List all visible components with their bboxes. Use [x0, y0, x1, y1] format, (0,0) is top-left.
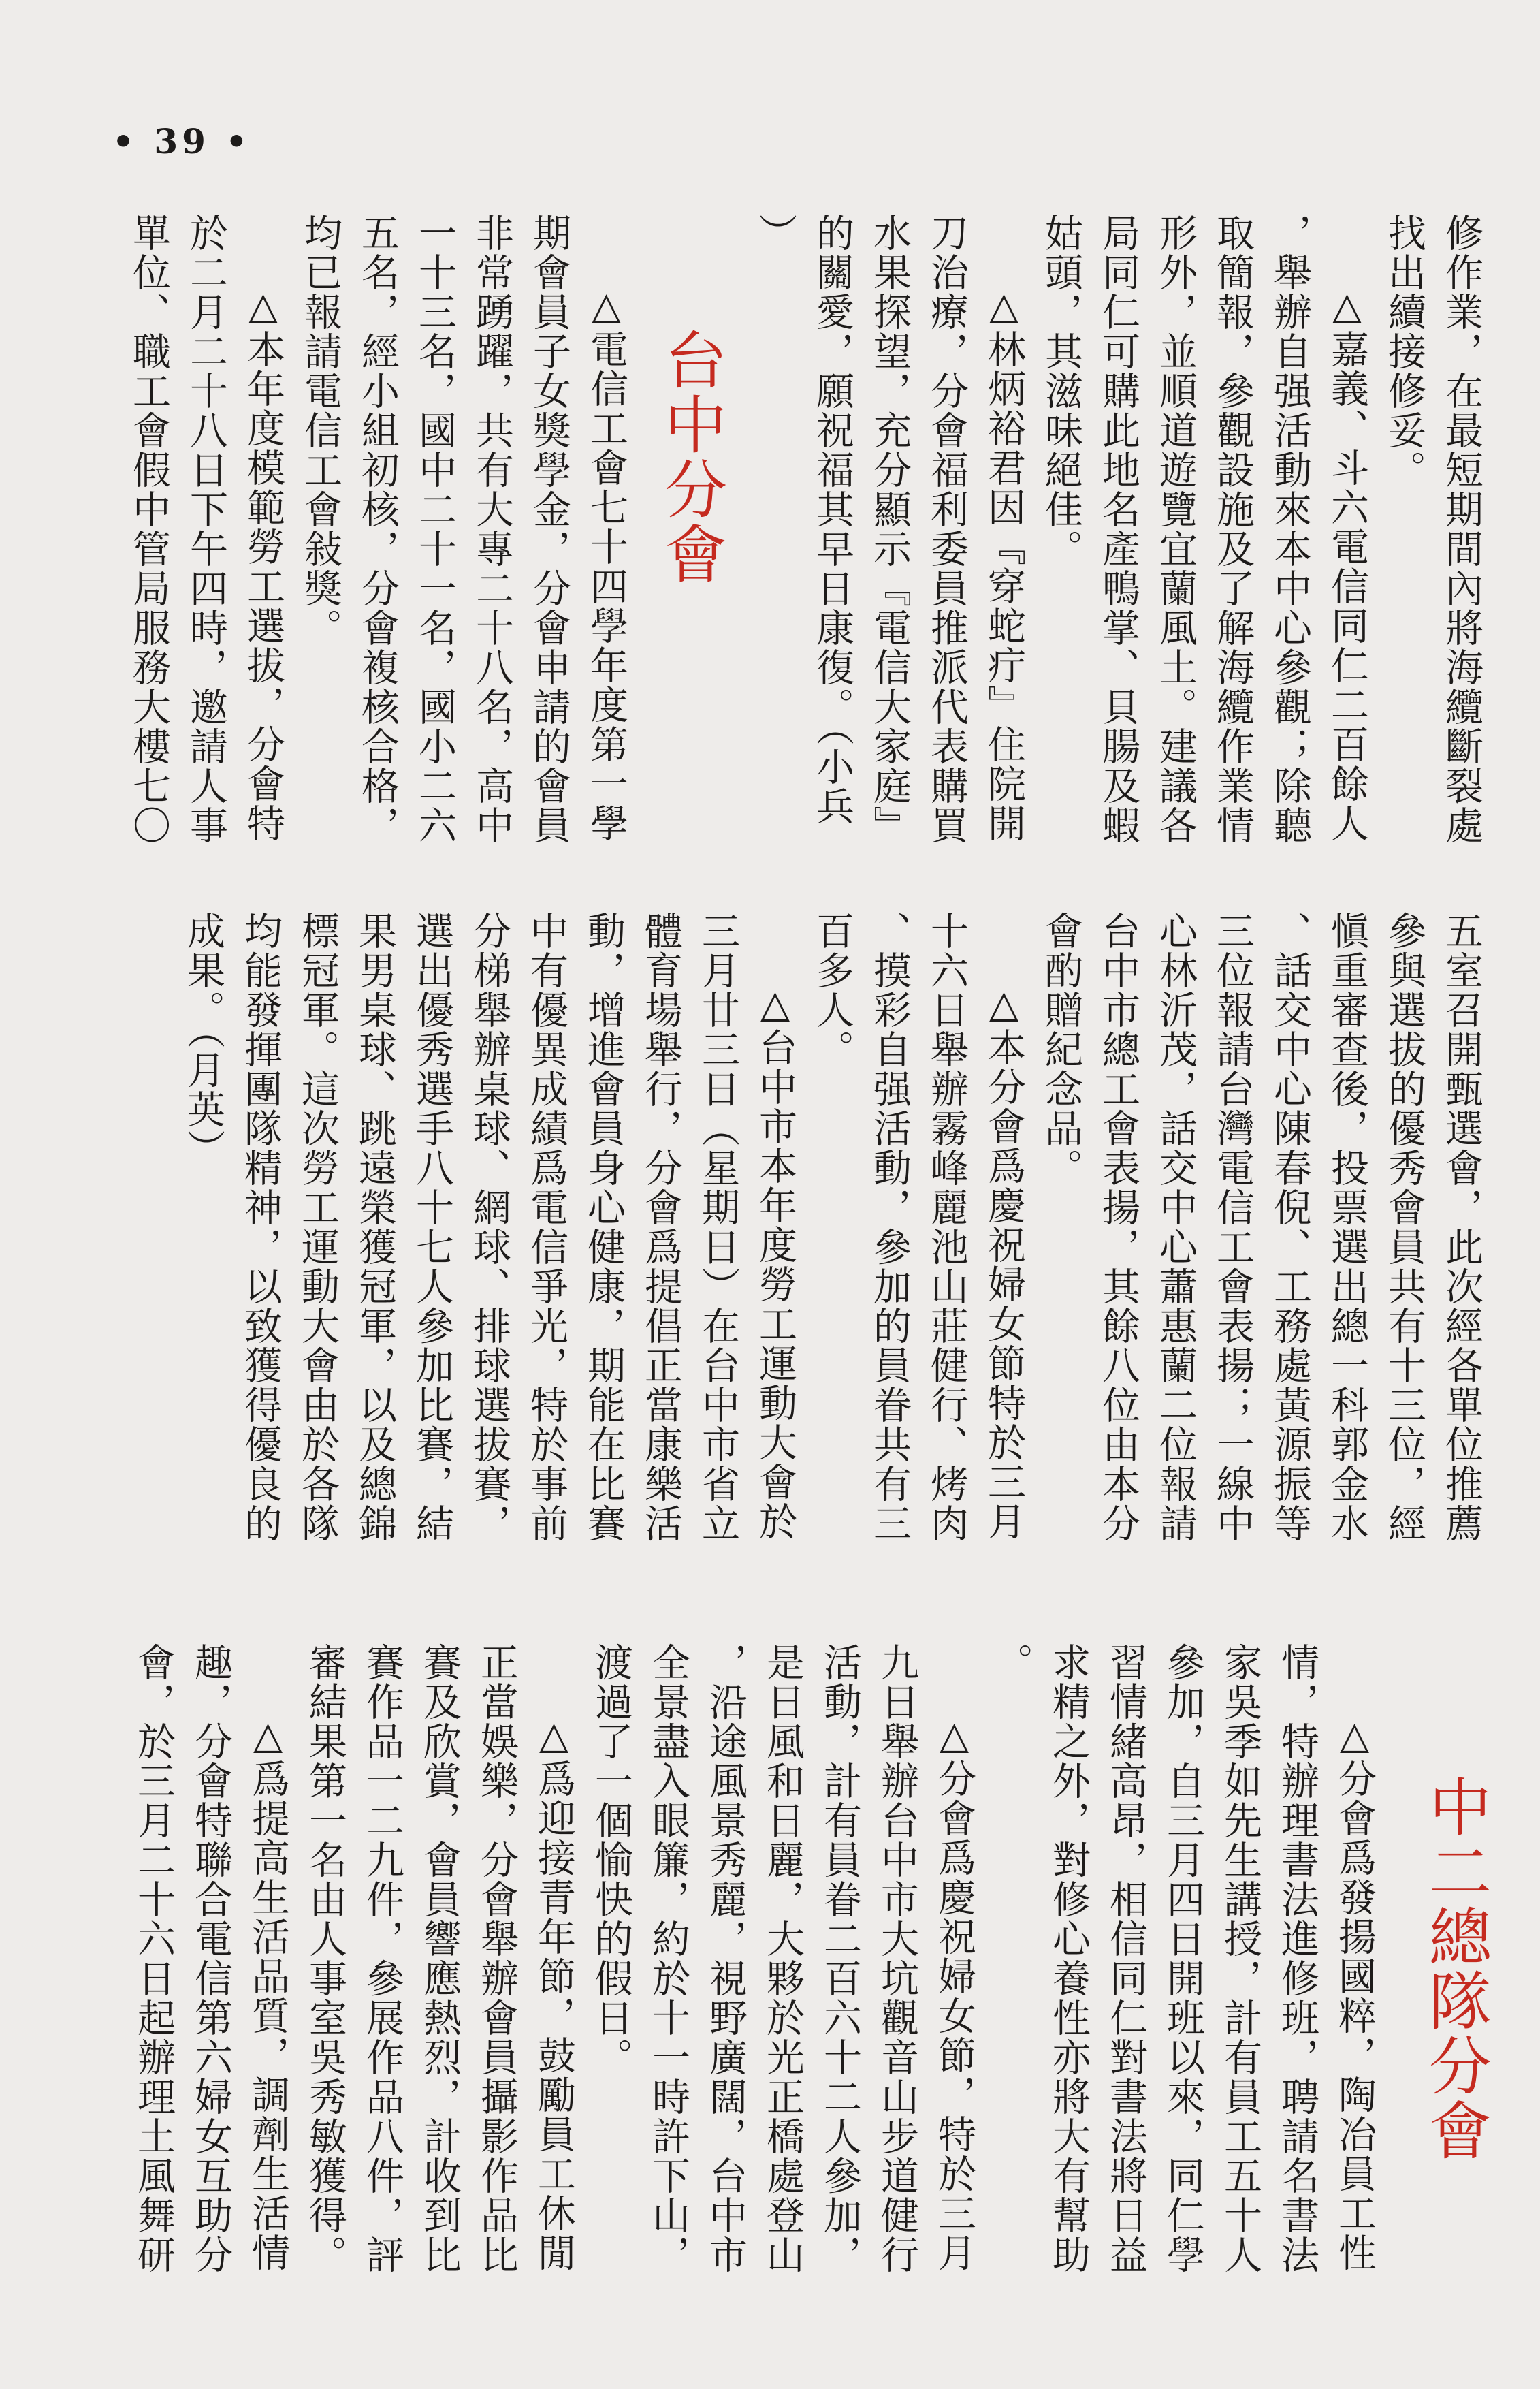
text-column: 會酌贈紀念品。 [1039, 911, 1083, 1188]
text-column: 水果探望，充分顯示『電信大家庭』 [867, 213, 912, 845]
text-column: ，沿途風景秀麗，視野廣闊，台中市 [703, 1643, 748, 2275]
text-column: 。 [989, 1643, 1033, 1682]
lower-text-block [125, 1643, 1490, 2296]
text-column: 參加，自三月四日開班以來，同仁學 [1161, 1643, 1205, 2275]
text-column: 渡過了一個愉快的假日。 [589, 1643, 633, 2077]
text-column: △爲迎接青年節，鼓勵員工休閒 [532, 1713, 576, 2273]
text-column: 百多人。 [810, 911, 854, 1069]
text-column: 均已報請電信工會敍獎。 [298, 213, 342, 648]
text-column: 審結果第一名由人事室吳秀敏獲得。 [303, 1643, 347, 2275]
text-column: 活動，計有員眷二百六十二人參加， [818, 1643, 862, 2275]
column-group [174, 911, 1490, 1565]
text-column: 果男桌球、跳遠榮獲冠軍，以及總錦 [353, 911, 397, 1543]
text-column: 成果。（月英） [181, 911, 225, 1169]
text-column: 修作業，在最短期間內將海纜斷裂處 [1439, 213, 1483, 845]
text-column: 愼重審查後，投票選出總一科郭金水 [1325, 911, 1369, 1543]
text-column: 全景盡入眼簾，約於十一時許下山， [646, 1643, 690, 2275]
text-column: 十六日舉辦霧峰麗池山莊健行、烤肉 [925, 911, 969, 1543]
column-group [746, 213, 1490, 867]
text-column: 五名，經小組初核，分會複核合格， [355, 213, 400, 845]
text-column: ，舉辦自强活動來本中心參觀；除聽 [1268, 213, 1312, 845]
text-column: △嘉義、斗六電信同仁二百餘人 [1325, 284, 1369, 843]
text-column: 求精之外，對修心養性亦將大有幫助 [1046, 1643, 1091, 2275]
text-column: 台中市總工會表揚，其餘八位由本分 [1096, 911, 1140, 1543]
text-column: 姑頭，其滋味絕佳。 [1039, 213, 1083, 569]
page-number: • 39 • [112, 121, 252, 161]
text-column: 九日舉辦台中市大坑觀音山步道健行 [875, 1643, 919, 2275]
text-column: 賽作品一二九件，參展作品八件，評 [360, 1643, 404, 2275]
text-column: 分梯舉辦桌球、網球、排球選拔賽， [467, 911, 511, 1543]
text-column: 期會員子女獎學金，分會申請的會員 [527, 213, 571, 845]
text-column: △本分會爲慶祝婦女節特於三月 [982, 982, 1026, 1541]
text-column: 習情緒高昂，相信同仁對書法將日益 [1104, 1643, 1148, 2275]
text-column: 於二月二十八日下午四時，邀請人事 [184, 213, 228, 845]
text-column: 三位報請台灣電信工會表揚；一線中 [1210, 911, 1255, 1543]
text-column: △電信工會七十四學年度第一學 [584, 284, 628, 843]
text-column: 一十三名，國中二十一名，國小二六 [413, 213, 457, 845]
text-column: 均能發揮團隊精神，以致獲得優良的 [238, 911, 283, 1543]
text-column: 取簡報，參觀設施及了解海纜作業情 [1210, 213, 1255, 845]
text-column: 標冠軍。這次勞工運動大會由於各隊 [295, 911, 340, 1543]
text-column: 找出續接修妥。 [1382, 213, 1426, 490]
text-column: 心林沂茂，話交中心蕭惠蘭二位報請 [1153, 911, 1198, 1543]
section-heading-taichung-branch: 台中分會 [654, 328, 727, 586]
column-group [120, 213, 635, 867]
upper-text-block [120, 213, 1490, 867]
text-column: 情，特辦理書法進修班，聘請名書法 [1275, 1643, 1319, 2275]
text-column: 動，增進會員身心健康，期能在比賽 [581, 911, 626, 1543]
text-column: 形外，並順道遊覽宜蘭風土。建議各 [1153, 213, 1198, 845]
text-column: 三月廿三日（星期日）在台中市省立 [696, 911, 740, 1543]
section-heading-second-brigade-branch: 中二總隊分會 [1419, 1775, 1492, 2163]
text-column: 會，於三月二十六日起辦理土風舞研 [131, 1643, 176, 2275]
text-column: △分會爲慶祝婦女節，特於三月 [932, 1713, 976, 2273]
text-column: 單位、職工會假中管局服務大樓七〇 [127, 213, 171, 845]
text-column: △本年度模範勞工選拔，分會特 [241, 284, 285, 843]
text-column: 賽及欣賞，會員響應熱烈，計收到比 [417, 1643, 462, 2275]
text-column: 非常踴躍，共有大專二十八名，高中 [470, 213, 514, 845]
text-column: ） [753, 213, 797, 253]
text-column: 、話交中心陳春倪、工務處黃源振等 [1268, 911, 1312, 1543]
text-column: 刀治療，分會福利委員推派代表購買 [925, 213, 969, 845]
text-column: 的關愛，願祝福其早日康復。（小兵 [810, 213, 854, 826]
text-column: 、摸彩自强活動，參加的員眷共有三 [867, 911, 912, 1543]
text-column: 正當娛樂，分會舉辦會員攝影作品比 [475, 1643, 519, 2275]
text-column: 局同仁可購此地名產鴨掌、貝腸及蝦 [1096, 213, 1140, 845]
text-column: 參與選拔的優秀會員共有十三位，經 [1382, 911, 1426, 1543]
text-column: △分會爲發揚國粹，陶冶員工性 [1332, 1713, 1377, 2273]
column-group [125, 1643, 1383, 2296]
text-column: 家吳季如先生講授，計有員工五十人 [1218, 1643, 1262, 2275]
text-column: △爲提高生活品質，調劑生活情 [246, 1713, 290, 2273]
text-column: 中有優異成績爲電信爭光，特於事前 [524, 911, 568, 1543]
text-column: 體育場舉行，分會爲提倡正當康樂活 [639, 911, 683, 1543]
text-column: 五室召開甄選會，此次經各單位推薦 [1439, 911, 1483, 1543]
text-column: 選出優秀選手八十七人參加比賽，結 [410, 911, 454, 1543]
middle-text-block [174, 911, 1490, 1565]
text-column: 是日風和日麗，大夥於光正橋處登山 [760, 1643, 805, 2275]
text-column: △林炳裕君因『穿蛇疔』住院開 [982, 284, 1026, 843]
text-column: 趣，分會特聯合電信第六婦女互助分 [189, 1643, 233, 2275]
text-column: △台中市本年度勞工運動大會於 [753, 982, 797, 1541]
